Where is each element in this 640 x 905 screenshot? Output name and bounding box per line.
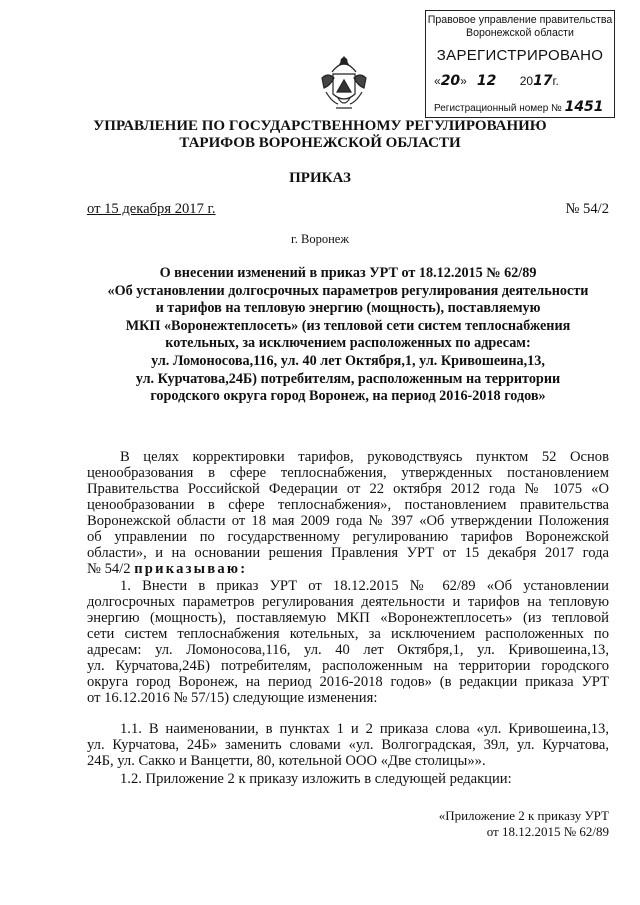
subject-line: и тарифов на тепловую энергию (мощность), поставляемую bbox=[155, 300, 541, 317]
subject-line: ул. Курчатова,24Б) потребителям, расположенным на территории bbox=[135, 370, 561, 387]
annex-line-2: от 18.12.2015 № 62/89 bbox=[486, 824, 609, 839]
stamp-org-line-2: Воронежской области bbox=[466, 27, 574, 39]
subject-line: городского округа город Воронеж, на период 2016-2018 годов» bbox=[150, 388, 546, 405]
order-word: приказываю: bbox=[134, 561, 248, 577]
body-line: от 16.12.2016 № 57/15) следующие изменения: bbox=[87, 690, 378, 706]
body-line: 24Б, ул. Сакко и Ванцетти, 80, котельной ООО «Две столицы»». bbox=[87, 753, 486, 769]
stamp-org-line-1: Правовое управление правительства bbox=[427, 14, 613, 26]
document-date: от 15 декабря 2017 г. bbox=[87, 201, 216, 217]
body-line: долгосрочных параметров регулирования деятельности и тарифов на тепловую bbox=[87, 594, 609, 610]
body-line: ул. Курчатова,24Б) потребителям, расположенным на территории городского bbox=[87, 658, 609, 674]
document-subject bbox=[87, 265, 609, 406]
subject-line: О внесении изменений в приказ УРТ от 18.12.2015 № 62/89 bbox=[159, 265, 537, 281]
subject-line: МКП «Воронежтеплосеть» (из тепловой сети систем теплоснабжения bbox=[125, 317, 571, 334]
item-1-paragraph bbox=[87, 578, 609, 706]
body-line: адресам: ул. Ломоносова,116, ул. 40 лет Октября,1, ул. Кривошеина,13, bbox=[87, 642, 609, 658]
body-line: 1. Внести в приказ УРТ от 18.12.2015 № 62/89 «Об установлении bbox=[120, 578, 609, 594]
stamp-reg-number-label: Регистрационный номер № bbox=[434, 103, 562, 114]
annex-header bbox=[400, 808, 609, 840]
stamp-organization bbox=[426, 14, 614, 40]
body-line: 1.2. Приложение 2 к приказу изложить в следующей редакции: bbox=[120, 771, 512, 787]
body-line: Правительства Российской Федерации от 22 октября 2012 года № 1075 «О bbox=[87, 481, 609, 497]
order-number-ref: № 54/2 bbox=[87, 561, 131, 577]
subject-line: «Об установлении долгосрочных параметров регулирования деятельности bbox=[107, 282, 589, 299]
annex-line-1: «Приложение 2 к приказу УРТ bbox=[438, 808, 609, 823]
stamp-date-month: 12 bbox=[476, 73, 497, 89]
subject-line: котельных, за исключением расположенных по адресам: bbox=[165, 335, 531, 352]
body-line: 1.1. В наименовании, в пунктах 1 и 2 приказа слова «ул. Кривошеина,13, bbox=[120, 721, 609, 737]
organization-title-line-1: УПРАВЛЕНИЕ ПО ГОСУДАРСТВЕННОМУ РЕГУЛИРОВАНИЮ bbox=[93, 118, 547, 134]
registration-stamp bbox=[425, 10, 615, 118]
body-line: об управлении по государственному регулированию тарифов Воронежской bbox=[87, 529, 609, 545]
stamp-date-year-prefix: 20 bbox=[519, 74, 534, 88]
coat-of-arms-emblem-icon bbox=[318, 52, 370, 114]
subject-line: ул. Ломоносова,116, ул. 40 лет Октября,1, ул. Кривошеина,13, bbox=[151, 352, 545, 369]
body-line: ул. Курчатова, 24Б» заменить словами «ул. Волгоградская, 39л, ул. Курчатова, bbox=[87, 737, 609, 753]
body-line: Воронежской области от 18 мая 2009 года № 397 «Об утверждении Положения bbox=[87, 513, 609, 529]
document-type: ПРИКАЗ bbox=[289, 170, 351, 186]
body-line bbox=[87, 561, 609, 577]
item-1-2-paragraph bbox=[87, 771, 609, 787]
preamble-paragraph bbox=[87, 449, 609, 577]
stamp-reg-number-row bbox=[434, 99, 612, 115]
item-1-1-paragraph bbox=[87, 721, 609, 769]
stamp-reg-number: 1451 bbox=[564, 99, 604, 115]
body-line: сети систем теплоснабжения котельных, за исключением расположенных по bbox=[87, 626, 609, 642]
document-place: г. Воронеж bbox=[291, 232, 349, 246]
body-line: ценообразования в сфере теплоснабжения, утвержденных постановлением bbox=[87, 465, 609, 481]
document-number: № 54/2 bbox=[565, 201, 609, 217]
stamp-date-year-suffix: 17 bbox=[533, 73, 553, 89]
stamp-registered-label: ЗАРЕГИСТРИРОВАНО bbox=[436, 47, 604, 64]
stamp-date-day: 20 bbox=[440, 73, 461, 89]
stamp-date: «20» 12 2017г. bbox=[434, 73, 559, 89]
body-line: области», и на основании решения Правления УРТ от 15 декабря 2017 года bbox=[87, 545, 609, 561]
body-line: ценообразовании в сфере теплоснабжения», постановлением правительства bbox=[87, 497, 609, 513]
body-line: энергию (мощность), поставляемую МКП «Воронежтеплосеть» (из тепловой bbox=[87, 610, 609, 626]
body-line: округа город Воронеж, на период 2016-2018 годов» (в редакции приказа УРТ bbox=[87, 674, 609, 690]
organization-title bbox=[40, 118, 600, 152]
organization-title-line-2: ТАРИФОВ ВОРОНЕЖСКОЙ ОБЛАСТИ bbox=[179, 135, 461, 151]
body-line: В целях корректировки тарифов, руководствуясь пунктом 52 Основ bbox=[120, 449, 609, 465]
